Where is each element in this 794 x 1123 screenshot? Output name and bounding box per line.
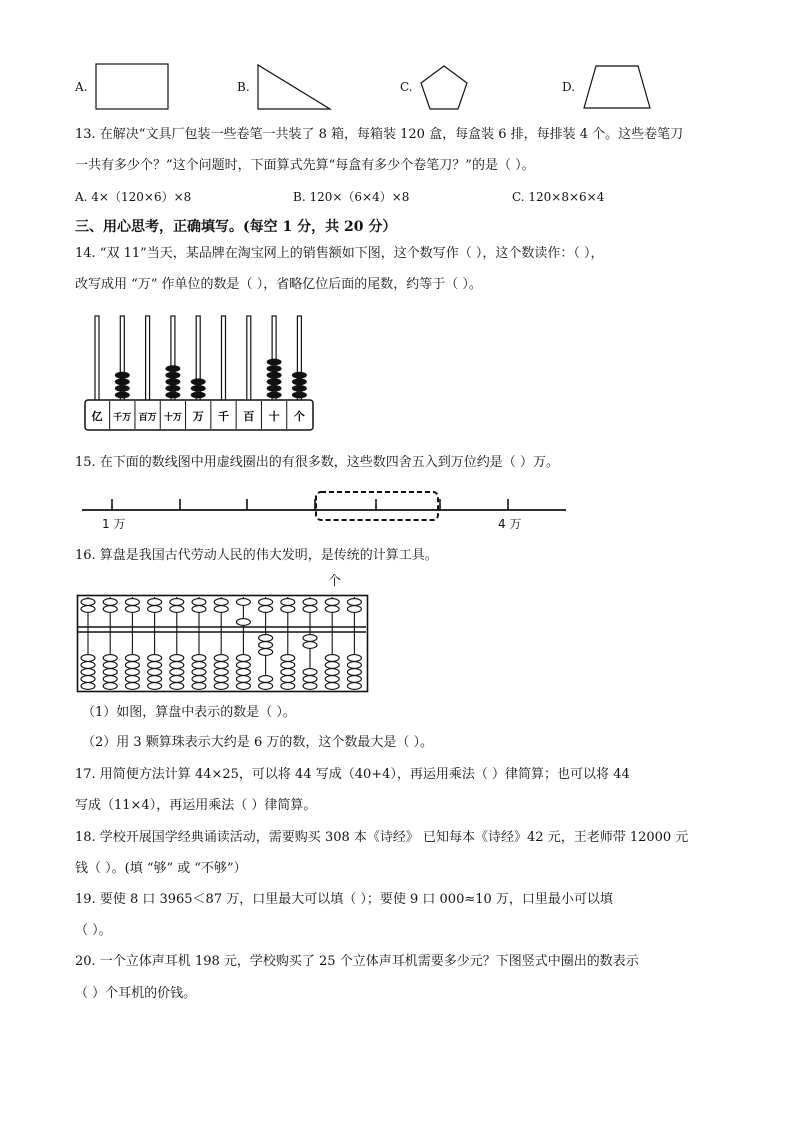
option-a-label[interactable]: A. [75, 80, 88, 94]
abacus-bead [214, 676, 228, 683]
abacus-bead [236, 619, 250, 626]
bead [267, 385, 282, 392]
abacus-bead [214, 669, 228, 676]
abacus-bead [259, 599, 273, 606]
bead [267, 359, 282, 366]
abacus-bead [347, 669, 361, 676]
abacus-bead [81, 669, 95, 676]
pentagon-shape [418, 64, 470, 112]
place-label: 亿 [91, 410, 103, 423]
abacus-bead [81, 606, 95, 613]
abacus-bead [347, 662, 361, 669]
q13-option-b[interactable]: B. 120×（6×4）×8 [293, 190, 410, 204]
abacus-bead [214, 606, 228, 613]
option-c-label[interactable]: C. [400, 80, 413, 94]
abacus-bead [325, 676, 339, 683]
abacus-bead [236, 669, 250, 676]
q13-option-a[interactable]: A. 4×（120×6）×8 [75, 190, 192, 204]
abacus-bead [81, 599, 95, 606]
abacus-bead [103, 676, 117, 683]
bead [165, 392, 180, 399]
abacus-bead [236, 655, 250, 662]
abacus-bead [259, 683, 273, 690]
q20-line1: 20. 一个立体声耳机 198 元，学校购买了 25 个立体声耳机需要多少元？下图竖式中圈出的数表示 [75, 954, 639, 969]
counting-rod [222, 316, 226, 402]
abacus-bead [192, 606, 206, 613]
bead [267, 372, 282, 379]
abacus [76, 594, 370, 694]
abacus-bead [281, 669, 295, 676]
abacus-bead [148, 606, 162, 613]
abacus-bead [81, 662, 95, 669]
bead [292, 372, 307, 379]
q16-text: 16. 算盘是我国古代劳动人民的伟大发明，是传统的计算工具。 [75, 548, 438, 563]
abacus-bead [103, 683, 117, 690]
abacus-bead [103, 655, 117, 662]
abacus-bead [214, 683, 228, 690]
abacus-bead [103, 669, 117, 676]
counting-rod [146, 316, 150, 402]
bead [115, 372, 130, 379]
abacus-bead [259, 642, 273, 649]
place-label: 千万 [113, 413, 132, 423]
abacus-bead [192, 662, 206, 669]
abacus-bead [170, 655, 184, 662]
place-label: 百 [243, 410, 255, 423]
abacus-bead [347, 599, 361, 606]
abacus-bead [148, 655, 162, 662]
abacus-bead [281, 662, 295, 669]
abacus-bead [192, 655, 206, 662]
q18-line2: 钱（ ）。(填 “够” 或 “不够”） [75, 861, 247, 876]
label-4-wan: 4 万 [498, 517, 522, 531]
abacus-bead [125, 662, 139, 669]
counting-rod [95, 316, 99, 402]
abacus-bead [303, 683, 317, 690]
number-line [78, 480, 570, 538]
abacus-bead [281, 655, 295, 662]
place-label: 千 [218, 410, 229, 423]
q16-sub2: （2）用 3 颗算珠表示大约是 6 万的数，这个数最大是（ ）。 [82, 735, 433, 750]
bead [267, 392, 282, 399]
abacus-bead [347, 676, 361, 683]
abacus-bead [236, 599, 250, 606]
abacus-bead [259, 676, 273, 683]
bead [292, 378, 307, 385]
rectangle-shape [95, 63, 170, 111]
abacus-bead [125, 655, 139, 662]
abacus-bead [125, 676, 139, 683]
abacus-bead [325, 669, 339, 676]
q14-line2: 改写成用 “万” 作单位的数是（ ），省略亿位后面的尾数，约等于（ ）。 [75, 277, 482, 292]
abacus-bead [347, 606, 361, 613]
place-label: 百万 [138, 413, 157, 423]
section-3-title: 三、用心思考，正确填写。(每空 1 分，共 20 分） [75, 219, 397, 235]
abacus-bead [236, 683, 250, 690]
q18-line1: 18. 学校开展国学经典诵读活动，需要购买 308 本《诗经》 已知每本《诗经》42 元，王老师带 12000 元 [75, 830, 689, 845]
abacus-bead [125, 599, 139, 606]
bead [292, 392, 307, 399]
abacus-bead [170, 606, 184, 613]
abacus-bead [303, 642, 317, 649]
bead [191, 385, 206, 392]
abacus-bead [347, 655, 361, 662]
bead [191, 378, 206, 385]
abacus-bead [81, 655, 95, 662]
abacus-bead [281, 676, 295, 683]
abacus-bead [259, 649, 273, 656]
abacus-bead [259, 606, 273, 613]
abacus-bead [214, 662, 228, 669]
abacus-bead [103, 662, 117, 669]
option-d-label[interactable]: D. [562, 80, 576, 94]
bead [165, 372, 180, 379]
abacus-bead [281, 599, 295, 606]
abacus-bead [214, 599, 228, 606]
abacus-bead [259, 635, 273, 642]
bead [115, 378, 130, 385]
abacus-bead [325, 662, 339, 669]
abacus-bead [325, 599, 339, 606]
abacus-bead [192, 669, 206, 676]
label-1-wan: 1 万 [102, 517, 126, 531]
q13-option-c[interactable]: C. 120×8×6×4 [512, 190, 605, 204]
abacus-bead [148, 669, 162, 676]
abacus-bead [103, 599, 117, 606]
abacus-bead [81, 676, 95, 683]
abacus-bead [303, 635, 317, 642]
abacus-bead [192, 683, 206, 690]
ge-label: 个 [328, 574, 342, 589]
abacus-bead [148, 599, 162, 606]
bead [165, 385, 180, 392]
counting-frame [82, 312, 318, 434]
abacus-bead [303, 669, 317, 676]
triangle-shape [256, 63, 332, 111]
abacus-bead [170, 676, 184, 683]
abacus-bead [170, 662, 184, 669]
abacus-bead [81, 683, 95, 690]
abacus-bead [148, 676, 162, 683]
abacus-bead [236, 676, 250, 683]
q19-line2: （ ）。 [75, 923, 112, 938]
q17-line1: 17. 用简便方法计算 44×25，可以将 44 写成（40+4），再运用乘法（ ）律简算；也可以将 44 [75, 767, 630, 782]
dashed-selection-box [316, 492, 438, 520]
bead [191, 392, 206, 399]
q17-line2: 写成（11×4），再运用乘法（ ）律简算。 [75, 798, 317, 813]
abacus-bead [303, 599, 317, 606]
abacus-bead [281, 683, 295, 690]
place-label: 十 [268, 410, 280, 423]
q13-line1: 13. 在解决“文具厂包装一些卷笔一共装了 8 箱，每箱装 120 盒，每盒装 6 排，每排装 4 个。这些卷笔刀 [75, 127, 684, 142]
abacus-bead [236, 662, 250, 669]
q15-text: 15. 在下面的数线图中用虚线圈出的有很多数，这些数四舍五入到万位约是（ ）万。 [75, 455, 559, 470]
place-label: 万 [192, 410, 204, 423]
bead [165, 365, 180, 372]
abacus-bead [214, 655, 228, 662]
option-b-label[interactable]: B. [237, 80, 250, 94]
trapezoid-shape [582, 64, 652, 110]
bead [267, 365, 282, 372]
place-label: 个 [293, 410, 305, 423]
abacus-bead [192, 676, 206, 683]
q14-line1: 14. “双 11”当天，某品牌在淘宝网上的销售额如下图，这个数写作（ ），这个数读作：（ ）， [75, 246, 604, 261]
bead [267, 378, 282, 385]
abacus-bead [347, 683, 361, 690]
abacus-bead [148, 662, 162, 669]
q20-line2: （ ）个耳机的价钱。 [75, 986, 197, 1001]
q16-sub1: （1）如图，算盘中表示的数是（ ）。 [82, 705, 296, 720]
abacus-bead [125, 669, 139, 676]
abacus-bead [125, 683, 139, 690]
abacus-bead [170, 599, 184, 606]
abacus-bead [192, 599, 206, 606]
bead [115, 385, 130, 392]
abacus-bead [170, 683, 184, 690]
abacus-bead [170, 669, 184, 676]
abacus-bead [125, 606, 139, 613]
bead [292, 385, 307, 392]
abacus-bead [303, 676, 317, 683]
place-label: 十万 [163, 413, 182, 423]
counting-rod [247, 316, 251, 402]
abacus-bead [281, 606, 295, 613]
abacus-bead [303, 606, 317, 613]
q19-line1: 19. 要使 8 口 3965＜87 万，口里最大可以填（ ）；要使 9 口 000≈10 万，口里最小可以填 [75, 892, 613, 907]
abacus-bead [325, 683, 339, 690]
bead [165, 378, 180, 385]
abacus-bead [325, 655, 339, 662]
abacus-bead [148, 683, 162, 690]
bead [115, 392, 130, 399]
abacus-bead [103, 606, 117, 613]
q13-line2: 一共有多少个？”这个问题时，下面算式先算“每盒有多少个卷笔刀？”的是（ ）。 [75, 158, 535, 173]
abacus-bead [325, 606, 339, 613]
